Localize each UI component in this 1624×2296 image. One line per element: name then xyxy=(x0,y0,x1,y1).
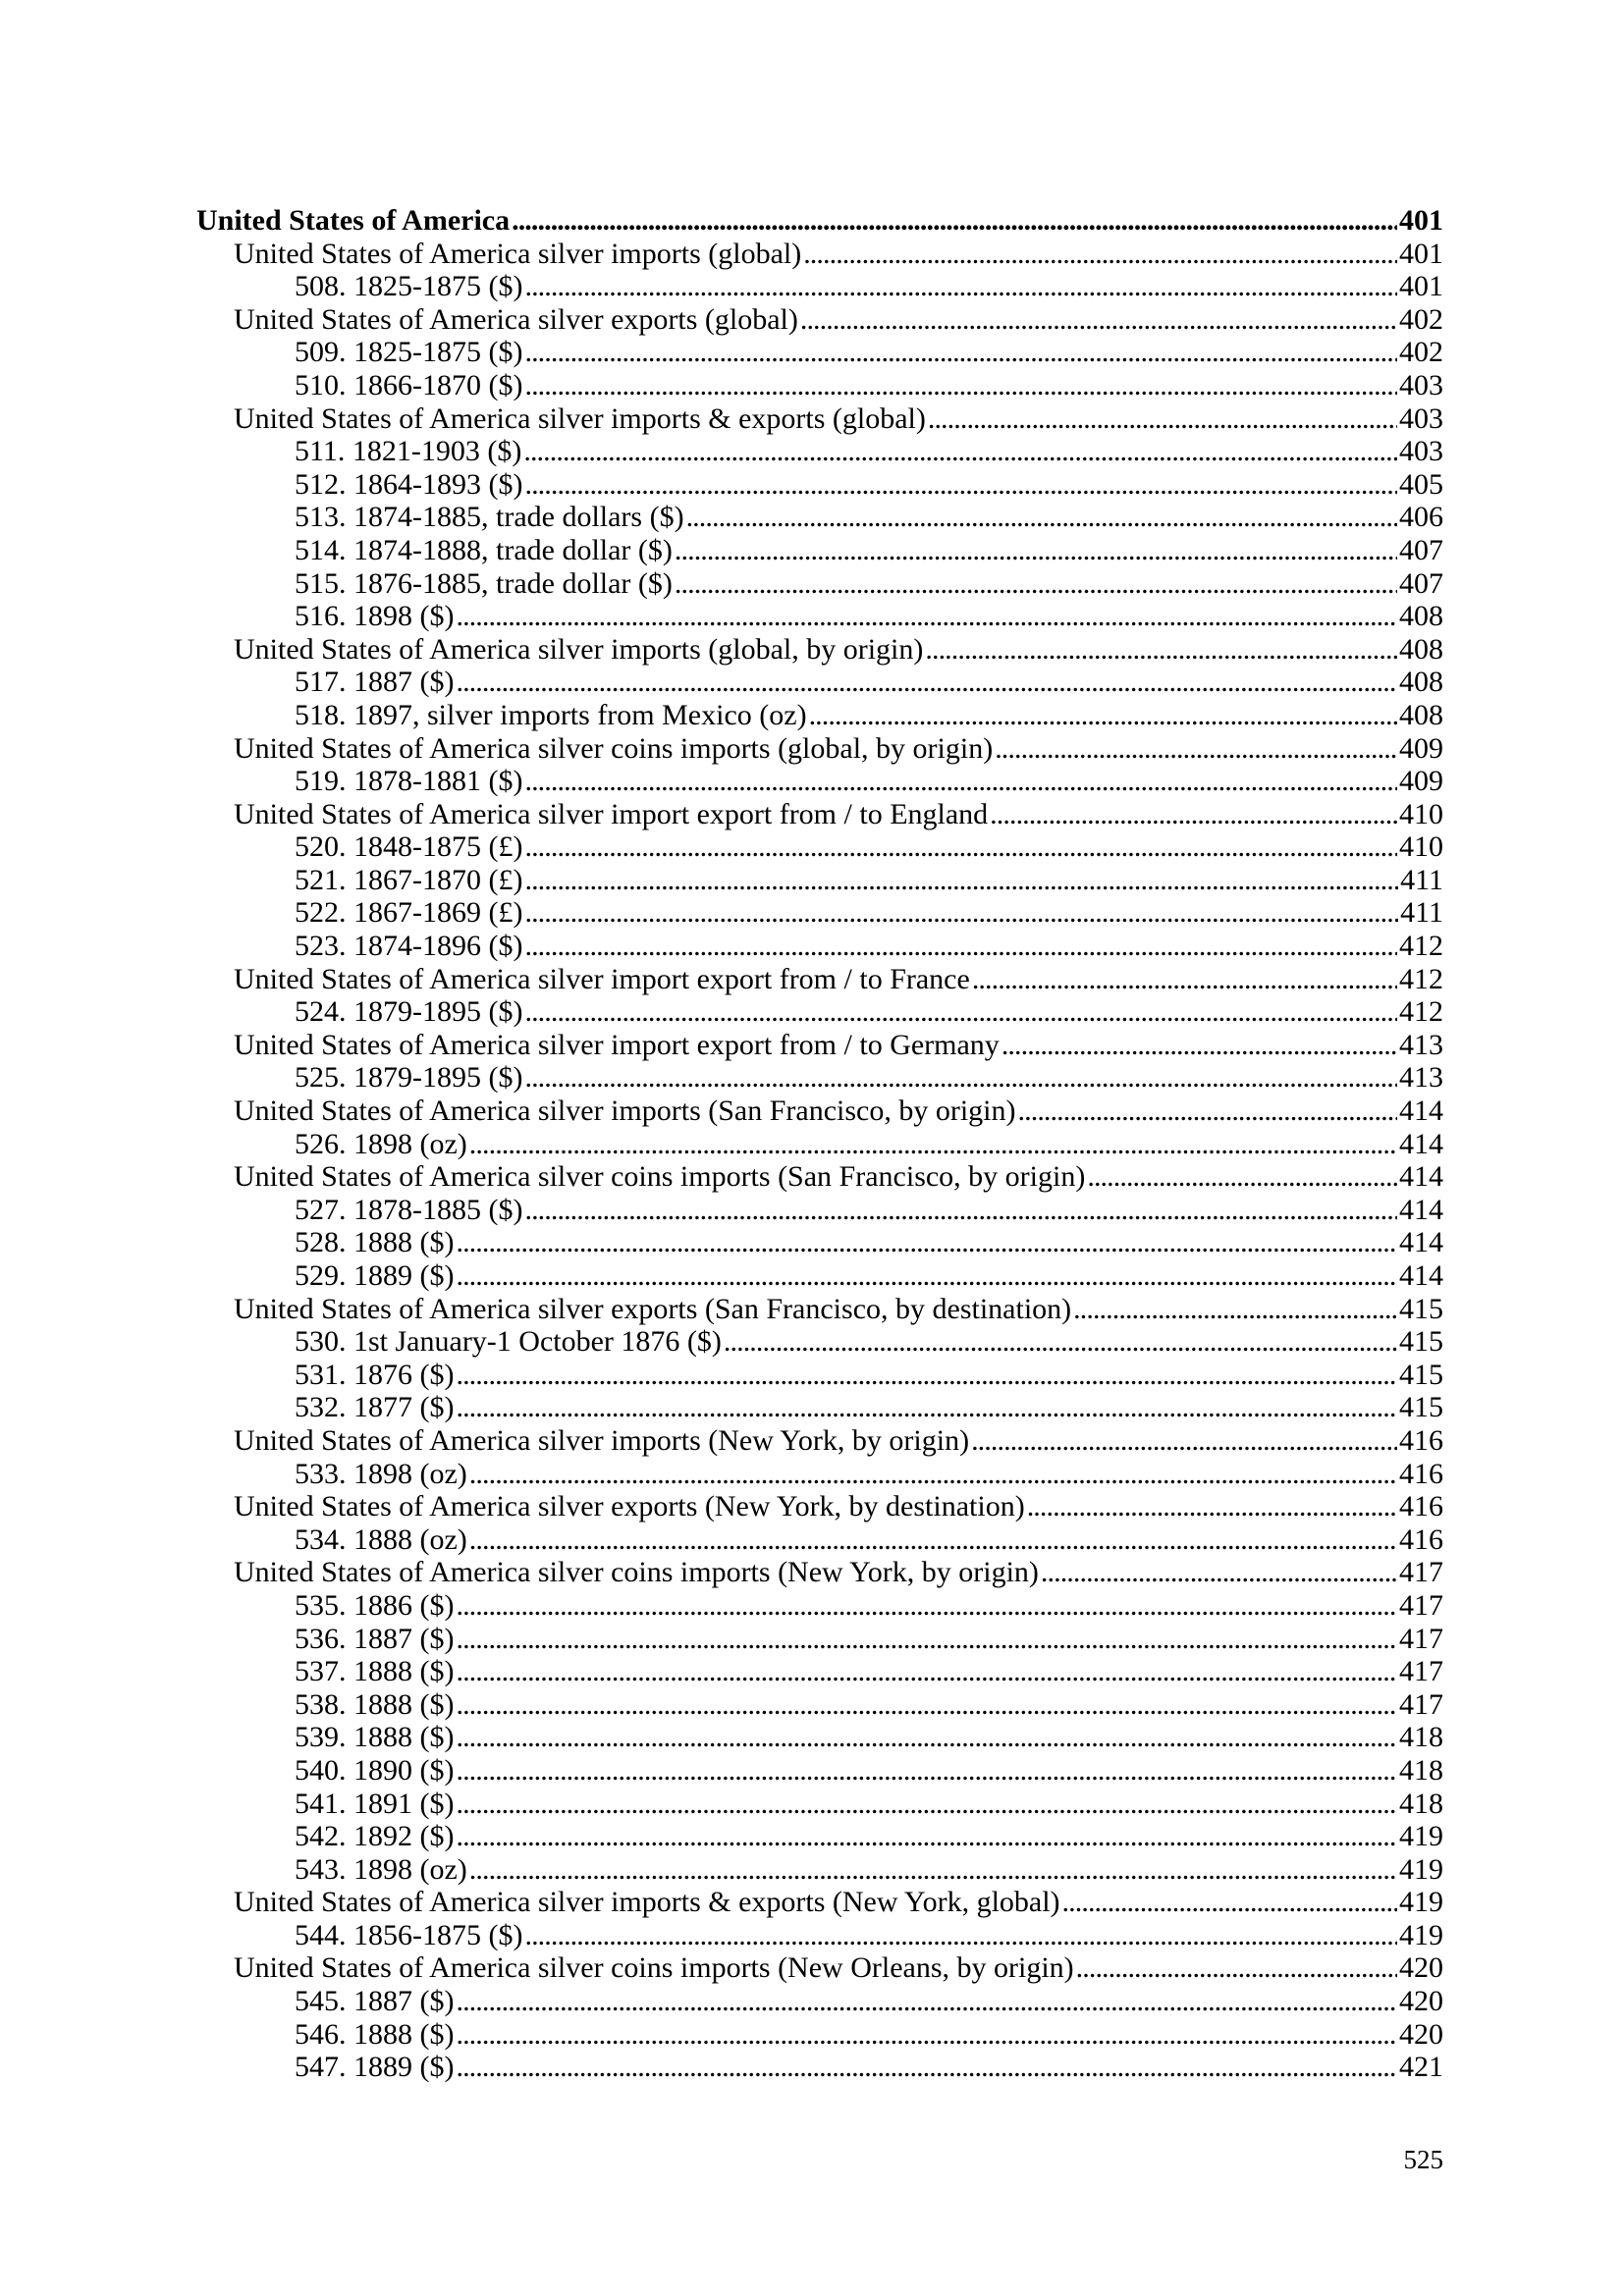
toc-entry-label: 509. 1825-1875 ($) xyxy=(295,336,523,369)
toc-entry-label: 510. 1866-1870 ($) xyxy=(295,368,523,401)
dot-leader xyxy=(456,666,1397,699)
dot-leader xyxy=(456,1359,1397,1392)
toc-table-entry[interactable] xyxy=(196,1820,1443,1853)
dot-leader xyxy=(524,1919,1397,1952)
toc-entry-page: 414 xyxy=(1399,1259,1443,1292)
toc-entry-label: United States of America silver coins imports (global, by origin) xyxy=(234,731,994,765)
toc-entry-page: 409 xyxy=(1399,731,1443,765)
toc-entry-label: 516. 1898 ($) xyxy=(295,600,455,633)
toc-table-entry[interactable] xyxy=(196,468,1443,502)
dot-leader xyxy=(524,369,1397,402)
toc-entry-page: 403 xyxy=(1399,401,1443,435)
toc-entry-label: United States of America silver imports (global, by origin) xyxy=(234,632,924,666)
toc-entry-label: 525. 1879-1895 ($) xyxy=(295,1061,523,1095)
toc-entry-page: 412 xyxy=(1399,930,1443,963)
toc-entry-label: United States of America silver imports (San Francisco, by origin) xyxy=(234,1095,1016,1128)
toc-subsection-entry[interactable] xyxy=(196,1029,1443,1062)
toc-entry-page: 412 xyxy=(1399,962,1443,995)
toc-entry-label: 533. 1898 (oz) xyxy=(295,1457,467,1490)
toc-table-entry[interactable] xyxy=(196,699,1443,732)
toc-entry-page: 417 xyxy=(1399,1622,1443,1655)
toc-entry-label: 545. 1887 ($) xyxy=(295,1985,455,2018)
toc-entry-page: 406 xyxy=(1399,501,1443,534)
toc-entry-label: 514. 1874-1888, trade dollar ($) xyxy=(295,533,673,566)
toc-entry-page: 411 xyxy=(1400,896,1443,930)
toc-entry-page: 408 xyxy=(1399,666,1443,699)
toc-table-entry[interactable] xyxy=(196,864,1443,897)
toc-entry-page: 415 xyxy=(1399,1391,1443,1424)
toc-entry-page: 408 xyxy=(1399,600,1443,633)
toc-entry-page: 414 xyxy=(1399,1226,1443,1259)
dot-leader xyxy=(686,501,1397,534)
dot-leader xyxy=(990,798,1397,831)
toc-table-entry[interactable] xyxy=(196,567,1443,601)
toc-entry-page: 409 xyxy=(1399,765,1443,798)
dot-leader xyxy=(456,1985,1397,2018)
toc-table-entry[interactable] xyxy=(196,1226,1443,1259)
toc-entry-page: 414 xyxy=(1399,1193,1443,1226)
toc-entry-page: 413 xyxy=(1399,1061,1443,1095)
toc-subsection-entry[interactable] xyxy=(196,963,1443,996)
toc-entry-page: 412 xyxy=(1399,995,1443,1029)
toc-entry-page: 408 xyxy=(1399,632,1443,666)
toc-table-entry[interactable] xyxy=(196,1359,1443,1392)
toc-entry-page: 419 xyxy=(1399,1820,1443,1853)
dot-leader xyxy=(675,534,1397,567)
toc-entry-label: 539. 1888 ($) xyxy=(295,1721,455,1754)
toc-entry-label: United States of America silver import export from / to Germany xyxy=(234,1028,1000,1061)
toc-subsection-entry[interactable] xyxy=(196,1490,1443,1523)
dot-leader xyxy=(469,1458,1397,1491)
toc-table-entry[interactable] xyxy=(196,765,1443,798)
toc-entry-page: 411 xyxy=(1400,863,1443,896)
toc-entry-label: 511. 1821-1903 ($) xyxy=(295,435,522,468)
toc-entry-page: 417 xyxy=(1399,1556,1443,1589)
dot-leader xyxy=(456,1623,1397,1656)
toc-entry-label: United States of America silver imports (New York, by origin) xyxy=(234,1423,970,1457)
toc-entry-page: 421 xyxy=(1399,2051,1443,2084)
toc-entry-label: 547. 1889 ($) xyxy=(295,2051,455,2084)
dot-leader xyxy=(1073,1293,1397,1326)
toc-entry-label: 541. 1891 ($) xyxy=(295,1787,455,1820)
toc-table-entry[interactable] xyxy=(196,1325,1443,1359)
toc-subsection-entry[interactable] xyxy=(196,732,1443,766)
toc-entry-page: 416 xyxy=(1399,1423,1443,1457)
toc-entry-page: 401 xyxy=(1399,204,1443,237)
toc-subsection-entry[interactable] xyxy=(196,633,1443,667)
toc-entry-label: 524. 1879-1895 ($) xyxy=(295,995,523,1029)
toc-entry-page: 419 xyxy=(1399,1852,1443,1886)
dot-leader xyxy=(1076,1951,1397,1985)
toc-subsection-entry[interactable] xyxy=(196,1424,1443,1458)
toc-entry-page: 420 xyxy=(1399,1985,1443,2018)
toc-entry-page: 416 xyxy=(1399,1457,1443,1490)
toc-entry-label: United States of America silver exports (San Francisco, by destination) xyxy=(234,1292,1072,1325)
toc-entry-label: 546. 1888 ($) xyxy=(295,2017,455,2051)
toc-table-entry[interactable] xyxy=(196,1523,1443,1557)
toc-entry-label: 530. 1st January-1 October 1876 ($) xyxy=(295,1325,722,1359)
toc-table-entry[interactable] xyxy=(196,534,1443,567)
dot-leader xyxy=(803,238,1397,271)
toc-entry-label: United States of America silver exports (global) xyxy=(234,302,798,336)
dot-leader xyxy=(971,1424,1397,1458)
toc-entry-page: 402 xyxy=(1399,302,1443,336)
dot-leader xyxy=(1018,1095,1397,1128)
dot-leader xyxy=(456,1820,1397,1853)
toc-entry-label: 531. 1876 ($) xyxy=(295,1358,455,1391)
toc-subsection-entry[interactable] xyxy=(196,402,1443,436)
toc-entry-label: 532. 1877 ($) xyxy=(295,1391,455,1424)
dot-leader xyxy=(724,1325,1397,1359)
toc-table-entry[interactable] xyxy=(196,1589,1443,1623)
toc-table-entry[interactable] xyxy=(196,1688,1443,1722)
toc-table-entry[interactable] xyxy=(196,1259,1443,1293)
toc-table-entry[interactable] xyxy=(196,1788,1443,1821)
toc-table-entry[interactable] xyxy=(196,896,1443,930)
toc-subsection-entry[interactable] xyxy=(196,1160,1443,1194)
toc-entry-page: 419 xyxy=(1399,1918,1443,1951)
toc-entry-page: 416 xyxy=(1399,1522,1443,1556)
dot-leader xyxy=(523,435,1397,468)
toc-entry-page: 420 xyxy=(1399,1951,1443,1985)
dot-leader xyxy=(456,1391,1397,1424)
toc-table-entry[interactable] xyxy=(196,2018,1443,2052)
toc-entry-label: 529. 1889 ($) xyxy=(295,1259,455,1292)
toc-entry-page: 407 xyxy=(1399,566,1443,600)
toc-table-entry[interactable] xyxy=(196,336,1443,369)
toc-table-entry[interactable] xyxy=(196,1128,1443,1161)
toc-table-entry[interactable] xyxy=(196,1754,1443,1788)
toc-entry-page: 415 xyxy=(1399,1325,1443,1359)
toc-entry-label: United States of America silver import export from / to England xyxy=(234,797,989,830)
toc-entry-page: 410 xyxy=(1399,830,1443,864)
dot-leader xyxy=(469,1853,1397,1887)
toc-subsection-entry[interactable] xyxy=(196,1886,1443,1919)
toc-table-entry[interactable] xyxy=(196,2051,1443,2084)
toc-entry-page: 402 xyxy=(1399,336,1443,369)
toc-table-entry[interactable] xyxy=(196,1853,1443,1887)
toc-table-entry[interactable] xyxy=(196,1194,1443,1227)
dot-leader xyxy=(456,1721,1397,1754)
dot-leader xyxy=(800,303,1397,337)
toc-entry-label: United States of America silver imports & exports (New York, global) xyxy=(234,1886,1060,1919)
dot-leader xyxy=(524,995,1397,1029)
toc-entry-label: United States of America silver exports (New York, by destination) xyxy=(234,1490,1025,1523)
toc-table-entry[interactable] xyxy=(196,995,1443,1029)
toc-entry-label: 534. 1888 (oz) xyxy=(295,1522,467,1556)
toc-entry-label: 526. 1898 (oz) xyxy=(295,1127,467,1160)
toc-entry-label: 528. 1888 ($) xyxy=(295,1226,455,1259)
toc-entry-page: 416 xyxy=(1399,1490,1443,1523)
dot-leader xyxy=(456,2018,1397,2052)
toc-entry-page: 420 xyxy=(1399,2017,1443,2051)
dot-leader xyxy=(456,1655,1397,1688)
toc-entry-label: 537. 1888 ($) xyxy=(295,1655,455,1688)
dot-leader xyxy=(972,963,1397,996)
dot-leader xyxy=(524,930,1397,963)
toc-entry-label: 520. 1848-1875 (£) xyxy=(295,830,523,864)
dot-leader xyxy=(456,1754,1397,1788)
dot-leader xyxy=(675,567,1397,601)
dot-leader xyxy=(1041,1556,1397,1589)
dot-leader xyxy=(524,270,1397,303)
toc-subsection-entry[interactable] xyxy=(196,1951,1443,1985)
toc-table-entry[interactable] xyxy=(196,1655,1443,1688)
toc-subsection-entry[interactable] xyxy=(196,238,1443,271)
dot-leader xyxy=(469,1523,1397,1557)
dot-leader xyxy=(1062,1886,1397,1919)
toc-entry-label: 540. 1890 ($) xyxy=(295,1753,455,1787)
dot-leader xyxy=(456,2051,1397,2084)
toc-entry-label: 538. 1888 ($) xyxy=(295,1687,455,1721)
toc-entry-label: 544. 1856-1875 ($) xyxy=(295,1918,523,1951)
toc-entry-label: 535. 1886 ($) xyxy=(295,1588,455,1622)
toc-entry-page: 418 xyxy=(1399,1721,1443,1754)
dot-leader xyxy=(524,468,1397,502)
toc-entry-page: 417 xyxy=(1399,1687,1443,1721)
dot-leader xyxy=(524,830,1397,864)
page-number: 525 xyxy=(1403,2145,1443,2174)
toc-entry-label: United States of America silver coins imports (New Orleans, by origin) xyxy=(234,1951,1074,1985)
toc-entry-page: 415 xyxy=(1399,1292,1443,1325)
dot-leader xyxy=(524,1194,1397,1227)
toc-entry-label: 521. 1867-1870 (£) xyxy=(295,863,523,896)
toc-table-entry[interactable] xyxy=(196,435,1443,468)
toc-entry-page: 417 xyxy=(1399,1588,1443,1622)
toc-table-entry[interactable] xyxy=(196,830,1443,864)
dot-leader xyxy=(524,864,1398,897)
toc-entry-page: 413 xyxy=(1399,1028,1443,1061)
toc-table-entry[interactable] xyxy=(196,1623,1443,1656)
toc-entry-page: 414 xyxy=(1399,1127,1443,1160)
toc-entry-label: 542. 1892 ($) xyxy=(295,1820,455,1853)
dot-leader xyxy=(524,1061,1397,1095)
dot-leader xyxy=(995,732,1397,766)
toc-entry-page: 410 xyxy=(1399,797,1443,830)
dot-leader xyxy=(469,1128,1397,1161)
table-of-contents xyxy=(196,204,1443,2084)
toc-entry-label: United States of America silver imports & exports (global) xyxy=(234,401,926,435)
toc-subsection-entry[interactable] xyxy=(196,1556,1443,1589)
dot-leader xyxy=(524,765,1397,798)
dot-leader xyxy=(928,402,1397,436)
toc-entry-label: 512. 1864-1893 ($) xyxy=(295,467,523,501)
toc-table-entry[interactable] xyxy=(196,1985,1443,2018)
toc-entry-label: 522. 1867-1869 (£) xyxy=(295,896,523,930)
toc-entry-label: United States of America silver import export from / to France xyxy=(234,962,970,995)
dot-leader xyxy=(524,896,1398,930)
toc-entry-page: 417 xyxy=(1399,1655,1443,1688)
toc-entry-page: 407 xyxy=(1399,533,1443,566)
toc-entry-label: United States of America silver imports (global) xyxy=(234,237,802,270)
toc-entry-label: 508. 1825-1875 ($) xyxy=(295,270,523,303)
toc-entry-page: 401 xyxy=(1399,270,1443,303)
dot-leader xyxy=(1087,1160,1397,1194)
toc-entry-label: 527. 1878-1885 ($) xyxy=(295,1193,523,1226)
toc-table-entry[interactable] xyxy=(196,930,1443,963)
toc-entry-label: United States of America silver coins imports (San Francisco, by origin) xyxy=(234,1160,1086,1194)
toc-table-entry[interactable] xyxy=(196,1458,1443,1491)
toc-entry-page: 418 xyxy=(1399,1787,1443,1820)
dot-leader xyxy=(1001,1029,1397,1062)
toc-entry-label: 513. 1874-1885, trade dollars ($) xyxy=(295,501,684,534)
toc-table-entry[interactable] xyxy=(196,1061,1443,1095)
toc-section-heading[interactable] xyxy=(196,204,1443,238)
dot-leader xyxy=(512,204,1397,238)
toc-table-entry[interactable] xyxy=(196,501,1443,534)
toc-entry-page: 408 xyxy=(1399,698,1443,731)
dot-leader xyxy=(456,1788,1397,1821)
toc-entry-page: 403 xyxy=(1399,368,1443,401)
toc-entry-label: 543. 1898 (oz) xyxy=(295,1852,467,1886)
toc-entry-label: 518. 1897, silver imports from Mexico (oz) xyxy=(295,698,807,731)
toc-entry-label: 536. 1887 ($) xyxy=(295,1622,455,1655)
toc-table-entry[interactable] xyxy=(196,270,1443,303)
dot-leader xyxy=(456,1688,1397,1722)
toc-entry-page: 415 xyxy=(1399,1358,1443,1391)
dot-leader xyxy=(1027,1490,1397,1523)
toc-entry-page: 414 xyxy=(1399,1160,1443,1194)
toc-table-entry[interactable] xyxy=(196,1721,1443,1754)
dot-leader xyxy=(925,633,1397,667)
toc-subsection-entry[interactable] xyxy=(196,798,1443,831)
dot-leader xyxy=(456,1589,1397,1623)
toc-entry-label: United States of America xyxy=(196,204,511,237)
toc-subsection-entry[interactable] xyxy=(196,1095,1443,1128)
toc-entry-label: 517. 1887 ($) xyxy=(295,666,455,699)
toc-table-entry[interactable] xyxy=(196,1919,1443,1952)
toc-entry-page: 418 xyxy=(1399,1753,1443,1787)
toc-entry-page: 419 xyxy=(1399,1886,1443,1919)
toc-subsection-entry[interactable] xyxy=(196,303,1443,337)
dot-leader xyxy=(524,336,1397,369)
toc-table-entry[interactable] xyxy=(196,1391,1443,1424)
dot-leader xyxy=(456,1226,1397,1259)
toc-table-entry[interactable] xyxy=(196,666,1443,699)
dot-leader xyxy=(809,699,1397,732)
toc-subsection-entry[interactable] xyxy=(196,1293,1443,1326)
toc-entry-page: 401 xyxy=(1399,237,1443,270)
toc-entry-label: 515. 1876-1885, trade dollar ($) xyxy=(295,566,673,600)
toc-entry-page: 414 xyxy=(1399,1095,1443,1128)
toc-entry-label: United States of America silver coins imports (New York, by origin) xyxy=(234,1556,1039,1589)
toc-entry-page: 405 xyxy=(1399,467,1443,501)
toc-table-entry[interactable] xyxy=(196,600,1443,633)
toc-entry-label: 519. 1878-1881 ($) xyxy=(295,765,523,798)
toc-entry-page: 403 xyxy=(1399,435,1443,468)
toc-table-entry[interactable] xyxy=(196,369,1443,402)
toc-entry-label: 523. 1874-1896 ($) xyxy=(295,930,523,963)
dot-leader xyxy=(456,600,1397,633)
dot-leader xyxy=(456,1259,1397,1293)
